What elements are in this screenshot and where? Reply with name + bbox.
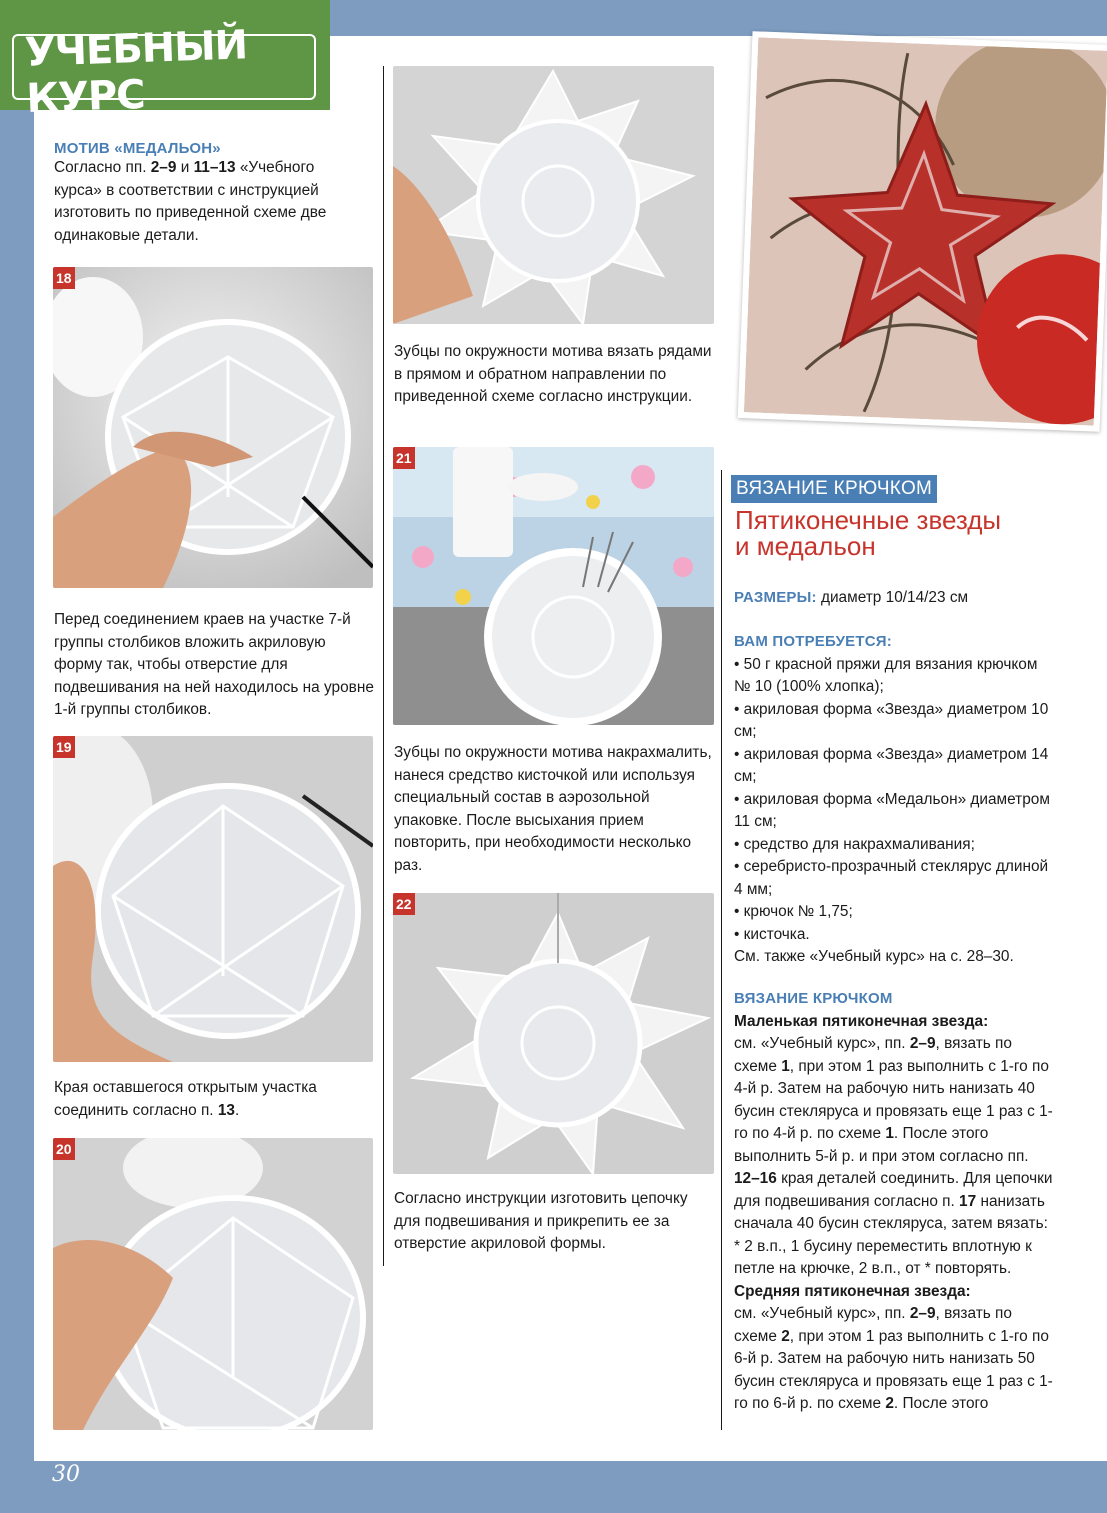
motif-heading: МОТИВ «МЕДАЛЬОН»: [54, 140, 221, 157]
medium-star-heading: Средняя пятиконечная звезда:: [734, 1282, 971, 1300]
title-line-1: Пятиконечные звезды: [735, 505, 1002, 535]
ref-bold: 2: [885, 1395, 894, 1412]
motif-intro: [54, 140, 364, 247]
hero-photo: [738, 31, 1107, 432]
section-tag: [0, 0, 330, 122]
material-item: • акриловая форма «Медальон» диаметром 11 см;: [734, 790, 1050, 830]
text-run: края деталей соединить. Для цепочки для подвешивания согласно п.: [734, 1170, 1053, 1210]
material-item: • средство для накрахмаливания;: [734, 835, 975, 853]
motif-text: [54, 157, 364, 247]
material-item: • серебристо-прозрачный стеклярус длиной 4 мм;: [734, 858, 1049, 898]
photo-step-18: [53, 267, 373, 588]
article-title: [735, 507, 1075, 559]
text-run: «Учебного курса» в соответствии с инструкцией изготовить по приведенной схеме две одинаковые детали.: [54, 159, 327, 244]
ref-bold: 1: [781, 1057, 790, 1075]
ref-bold: 2: [781, 1327, 790, 1345]
bottom-band: [0, 1461, 1107, 1513]
caption-step-19: [54, 1077, 374, 1122]
caption-step-18: Перед соединением краев на участке 7-й группы столбиков вложить акриловую форму так, чтобы отверстие для подвешивания на ней находилось на уровне 1-й группы столбиков.: [54, 611, 374, 718]
material-item: • крючок № 1,75;: [734, 903, 853, 920]
text-run: , вязать по схеме: [734, 1035, 1012, 1075]
text-run: , вязать по схеме: [734, 1305, 1012, 1345]
photo-star-motif: [393, 66, 714, 324]
text-run: , при этом 1 раз выполнить с 1-го по 6-й р. Затем на рабочую нить нанизать 50 бусин стекляруса и провязать еще 1 раз с 1-го по 6-й р. по схеме: [734, 1327, 1053, 1412]
instructions: [734, 988, 1054, 1416]
crochet-heading: ВЯЗАНИЕ КРЮЧКОМ: [734, 990, 893, 1007]
text-run: см. «Учебный курс», пп.: [734, 1305, 910, 1322]
text-run: Края оставшегося открытым участка соединить согласно п.: [54, 1079, 317, 1119]
sizes-value: диаметр 10/14/23 см: [816, 589, 969, 606]
category-tag: ВЯЗАНИЕ КРЮЧКОМ: [731, 475, 937, 503]
text-run: см. «Учебный курс», пп.: [734, 1035, 910, 1052]
text-run: .: [234, 1101, 240, 1119]
see-also: См. также «Учебный курс» на с. 28–30.: [734, 948, 1014, 965]
title-line-2: и медальон: [735, 531, 876, 561]
ref-bold: 13: [217, 1101, 235, 1119]
caption-step-21: Зубцы по окружности мотива накрахмалить, нанеся средство кисточкой или используя специальный состав в аэрозольной упаковке. После высыхания прием повторить, при необходимости несколько раз.: [394, 744, 712, 874]
step-badge-20: 20: [53, 1138, 75, 1160]
step-badge-21: 21: [393, 447, 415, 469]
text-run: . После этого: [893, 1395, 989, 1412]
text-run: . После этого выполнить 5-й р. и при этом согласно пп.: [734, 1125, 1029, 1165]
photo-step-21: [393, 447, 714, 725]
photo-step-22: [393, 893, 714, 1174]
ref-bold: 12–16: [734, 1170, 777, 1187]
column-divider: [383, 66, 384, 1266]
sizes-label: РАЗМЕРЫ:: [734, 589, 817, 606]
ref-bold: 17: [959, 1192, 977, 1210]
material-item: • акриловая форма «Звезда» диаметром 10 см;: [734, 700, 1049, 740]
step-badge-22: 22: [393, 893, 415, 915]
caption-step-22: Согласно инструкции изготовить цепочку для подвешивания и прикрепить ее за отверстие акриловой формы.: [394, 1190, 688, 1252]
medium-star-text: [734, 1303, 1054, 1416]
step-badge-18: 18: [53, 267, 75, 289]
column-divider-right: [721, 470, 722, 1430]
section-tag-label: УЧЕБНЫЙ КУРС: [24, 22, 248, 122]
material-item: • 50 г красной пряжи для вязания крючком № 10 (100% хлопка);: [734, 655, 1038, 695]
ref-bold: 11–13: [193, 159, 236, 176]
small-star-text: [734, 1033, 1054, 1281]
caption-teeth-rows: Зубцы по окружности мотива вязать рядами в прямом и обратном направлении по приведенной схеме согласно инструкции.: [394, 343, 712, 405]
ref-bold: 2–9: [909, 1035, 936, 1052]
text-run: Согласно пп.: [54, 159, 151, 176]
text-run: , при этом 1 раз выполнить с 1-го по 4-й р. Затем на рабочую нить нанизать 40 бусин стекляруса и провязать еще 1 раз с 1-го по 4-й р. по схеме: [734, 1057, 1053, 1142]
ref-bold: 1: [885, 1125, 894, 1142]
step-badge-19: 19: [53, 736, 75, 758]
text-run: и: [176, 159, 194, 176]
materials: [734, 631, 1054, 969]
photo-step-19: [53, 736, 373, 1062]
ref-bold: 2–9: [150, 159, 177, 176]
materials-heading: ВАМ ПОТРЕБУЕТСЯ:: [734, 633, 892, 650]
material-item: • акриловая форма «Звезда» диаметром 14 см;: [734, 745, 1049, 785]
page-number: 30: [52, 1462, 80, 1487]
sizes: [734, 587, 1079, 610]
material-item: • кисточка.: [734, 925, 810, 943]
small-star-heading: Маленькая пятиконечная звезда:: [734, 1012, 989, 1030]
photo-step-20: [53, 1138, 373, 1430]
ref-bold: 2–9: [909, 1305, 936, 1322]
text-run: нанизать сначала 40 бусин стекляруса, затем вязать: * 2 в.п., 1 бусину переместить вплотную к петле на крючке, 2 в.п., от * повторять.: [734, 1192, 1048, 1277]
